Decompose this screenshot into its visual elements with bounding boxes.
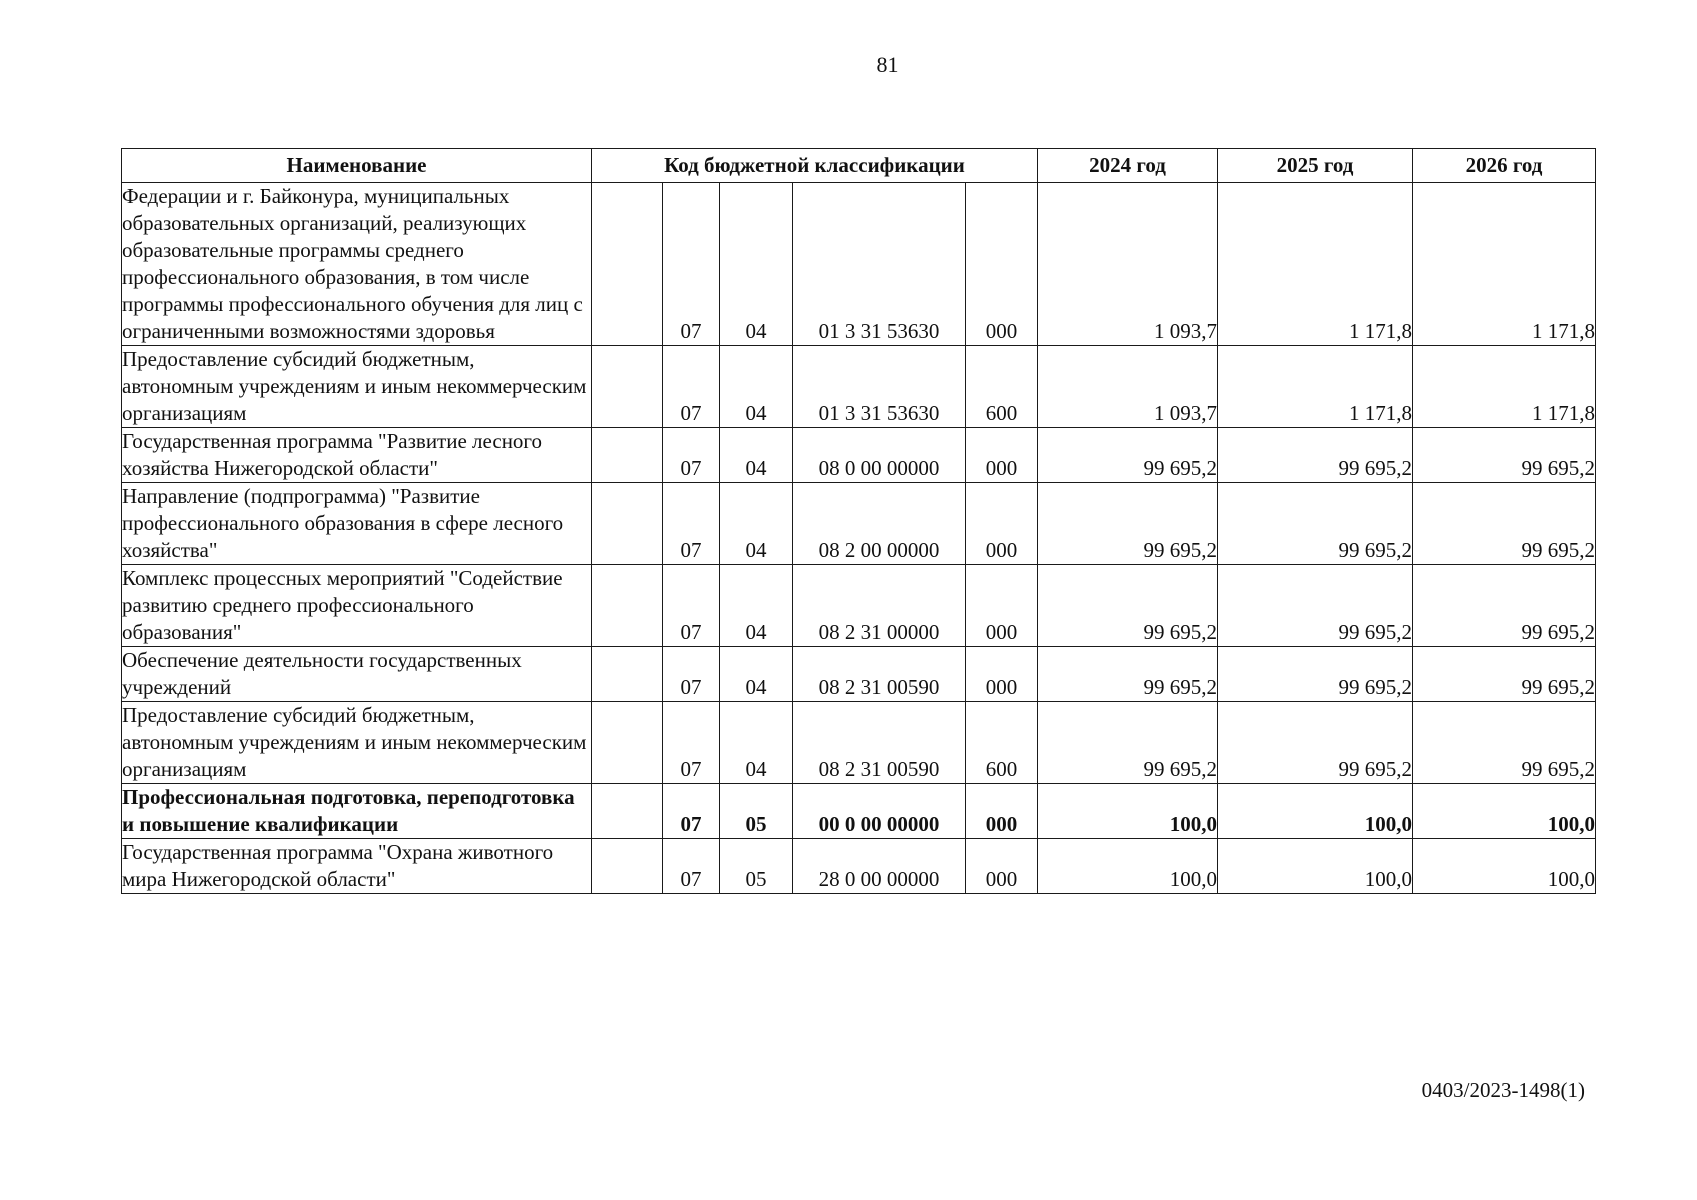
amount-2024-cell: 1 093,7: [1038, 346, 1218, 428]
expense-type-cell: 000: [966, 428, 1038, 483]
document-number: 0403/2023-1498(1): [1421, 1078, 1585, 1102]
target-article-cell: 01 3 31 53630: [793, 346, 966, 428]
expense-type-cell: 000: [966, 647, 1038, 702]
section-code-cell: 07: [663, 702, 720, 784]
amount-2024-cell: 99 695,2: [1038, 565, 1218, 647]
section-code-cell: 07: [663, 183, 720, 346]
table-row: [122, 784, 1596, 839]
table-row: [122, 702, 1596, 784]
section-code-cell: 07: [663, 784, 720, 839]
amount-2025-cell: 1 171,8: [1218, 183, 1413, 346]
table-row: [122, 183, 1596, 346]
amount-2025-cell: 100,0: [1218, 839, 1413, 894]
row-name-cell: Государственная программа "Охрана животного мира Нижегородской области": [122, 839, 592, 894]
section-code-cell: 07: [663, 565, 720, 647]
budget-table: [121, 148, 1596, 894]
expense-type-cell: 600: [966, 702, 1038, 784]
code-part-1-cell: [592, 702, 663, 784]
row-name-cell: Обеспечение деятельности государственных учреждений: [122, 647, 592, 702]
code-part-1-cell: [592, 784, 663, 839]
target-article-cell: 08 0 00 00000: [793, 428, 966, 483]
amount-2024-cell: 1 093,7: [1038, 183, 1218, 346]
target-article-cell: 28 0 00 00000: [793, 839, 966, 894]
code-part-1-cell: [592, 346, 663, 428]
target-article-cell: 08 2 31 00590: [793, 647, 966, 702]
row-name-cell: Федерации и г. Байконура, муниципальных образовательных организаций, реализующих образовательные программы среднего профессионального образования, в том числе программы профессионального обучения для лиц с ограниченными возможностями здоровья: [122, 183, 592, 346]
code-part-1-cell: [592, 483, 663, 565]
table-row: [122, 839, 1596, 894]
table-row: [122, 346, 1596, 428]
page-number: 81: [876, 52, 899, 77]
target-article-cell: 00 0 00 00000: [793, 784, 966, 839]
row-name-cell: Предоставление субсидий бюджетным, автономным учреждениям и иным некоммерческим организациям: [122, 346, 592, 428]
subsection-code-cell: 04: [720, 483, 793, 565]
amount-2025-cell: 99 695,2: [1218, 565, 1413, 647]
code-part-1-cell: [592, 839, 663, 894]
amount-2024-cell: 99 695,2: [1038, 428, 1218, 483]
target-article-cell: 08 2 31 00590: [793, 702, 966, 784]
amount-2025-cell: 99 695,2: [1218, 702, 1413, 784]
row-name-cell: Профессиональная подготовка, переподготовка и повышение квалификации: [122, 784, 592, 839]
table-row: [122, 428, 1596, 483]
amount-2025-cell: 99 695,2: [1218, 647, 1413, 702]
expense-type-cell: 000: [966, 784, 1038, 839]
subsection-code-cell: 04: [720, 346, 793, 428]
subsection-code-cell: 05: [720, 784, 793, 839]
amount-2024-cell: 99 695,2: [1038, 702, 1218, 784]
amount-2026-cell: 1 171,8: [1413, 346, 1596, 428]
header-name: Наименование: [122, 149, 592, 183]
table-body: [122, 183, 1596, 894]
header-budget-code: Код бюджетной классификации: [592, 149, 1038, 183]
subsection-code-cell: 04: [720, 565, 793, 647]
amount-2026-cell: 1 171,8: [1413, 183, 1596, 346]
amount-2024-cell: 99 695,2: [1038, 483, 1218, 565]
target-article-cell: 08 2 00 00000: [793, 483, 966, 565]
amount-2024-cell: 100,0: [1038, 839, 1218, 894]
subsection-code-cell: 04: [720, 702, 793, 784]
amount-2026-cell: 99 695,2: [1413, 702, 1596, 784]
target-article-cell: 08 2 31 00000: [793, 565, 966, 647]
subsection-code-cell: 05: [720, 839, 793, 894]
table-row: [122, 483, 1596, 565]
header-year-2025: 2025 год: [1218, 149, 1413, 183]
row-name-cell: Направление (подпрограмма) "Развитие профессионального образования в сфере лесного хозяйства": [122, 483, 592, 565]
header-year-2026: 2026 год: [1413, 149, 1596, 183]
section-code-cell: 07: [663, 839, 720, 894]
amount-2026-cell: 99 695,2: [1413, 647, 1596, 702]
row-name-cell: Предоставление субсидий бюджетным, автономным учреждениям и иным некоммерческим организациям: [122, 702, 592, 784]
subsection-code-cell: 04: [720, 647, 793, 702]
section-code-cell: 07: [663, 428, 720, 483]
code-part-1-cell: [592, 428, 663, 483]
expense-type-cell: 600: [966, 346, 1038, 428]
header-row: [122, 149, 1596, 183]
subsection-code-cell: 04: [720, 183, 793, 346]
table-row: [122, 565, 1596, 647]
row-name-cell: Государственная программа "Развитие лесного хозяйства Нижегородской области": [122, 428, 592, 483]
amount-2025-cell: 100,0: [1218, 784, 1413, 839]
expense-type-cell: 000: [966, 483, 1038, 565]
section-code-cell: 07: [663, 483, 720, 565]
amount-2026-cell: 100,0: [1413, 839, 1596, 894]
expense-type-cell: 000: [966, 183, 1038, 346]
amount-2026-cell: 99 695,2: [1413, 483, 1596, 565]
header-year-2024: 2024 год: [1038, 149, 1218, 183]
amount-2026-cell: 100,0: [1413, 784, 1596, 839]
subsection-code-cell: 04: [720, 428, 793, 483]
amount-2026-cell: 99 695,2: [1413, 428, 1596, 483]
code-part-1-cell: [592, 565, 663, 647]
amount-2024-cell: 99 695,2: [1038, 647, 1218, 702]
amount-2026-cell: 99 695,2: [1413, 565, 1596, 647]
table-row: [122, 647, 1596, 702]
row-name-cell: Комплекс процессных мероприятий "Содействие развитию среднего профессионального образования": [122, 565, 592, 647]
expense-type-cell: 000: [966, 839, 1038, 894]
amount-2025-cell: 99 695,2: [1218, 428, 1413, 483]
section-code-cell: 07: [663, 647, 720, 702]
amount-2024-cell: 100,0: [1038, 784, 1218, 839]
code-part-1-cell: [592, 183, 663, 346]
target-article-cell: 01 3 31 53630: [793, 183, 966, 346]
amount-2025-cell: 1 171,8: [1218, 346, 1413, 428]
amount-2025-cell: 99 695,2: [1218, 483, 1413, 565]
code-part-1-cell: [592, 647, 663, 702]
section-code-cell: 07: [663, 346, 720, 428]
expense-type-cell: 000: [966, 565, 1038, 647]
